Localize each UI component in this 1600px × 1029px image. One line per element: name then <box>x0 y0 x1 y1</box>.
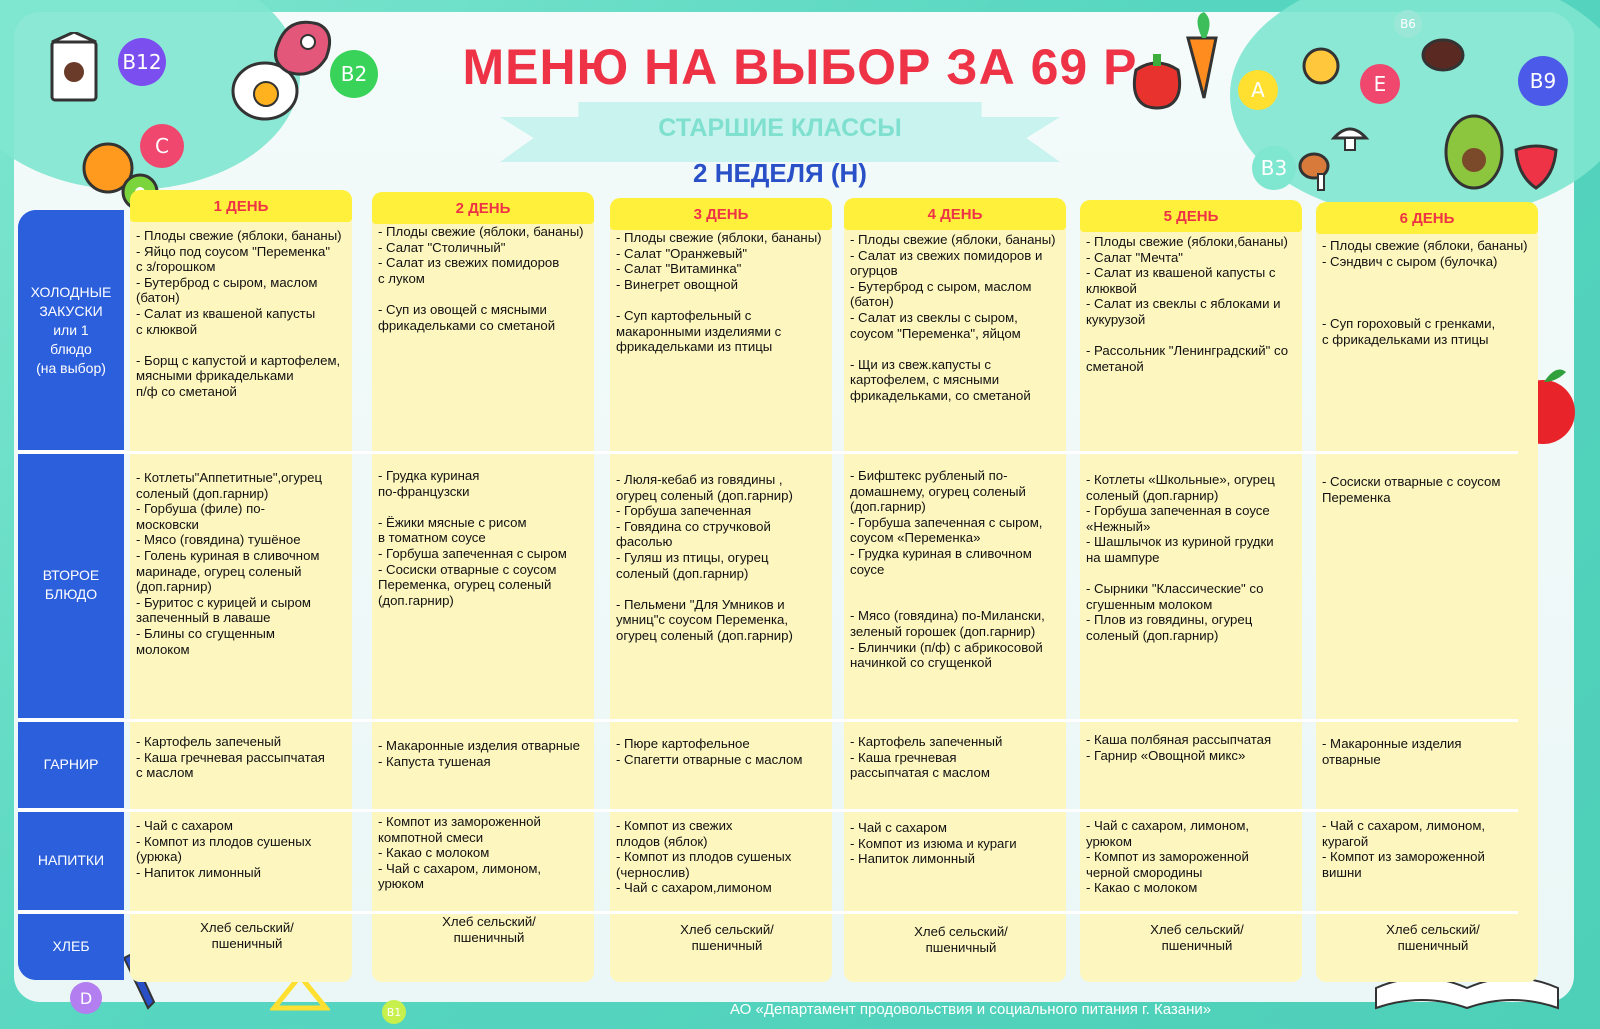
row-separator <box>18 719 1518 722</box>
week-label: 2 НЕДЕЛЯ (Н) <box>693 158 867 188</box>
menu-cell-side: - Пюре картофельное - Спагетти отварные с маслом <box>616 736 803 767</box>
strawberry-icon <box>1510 134 1562 192</box>
menu-cell-bread: Хлеб сельский/ пшеничный <box>914 924 1008 955</box>
vitamin-b1-badge: B1 <box>382 1000 406 1024</box>
vitamin-b9-badge: B9 <box>1518 56 1568 106</box>
menu-cell-cold: - Плоды свежие (яблоки,бананы) - Салат "Мечта" - Салат из квашеной капусты с клюквой - Салат из свеклы с яблоками и кукурузой - Рассольник "Ленинградский" со сметаной <box>1086 234 1289 374</box>
vitamin-e-badge: E <box>1360 64 1400 104</box>
day-header: 1 ДЕНЬ <box>130 190 352 222</box>
row-header-side: ГАРНИР <box>18 720 124 810</box>
avocado-icon <box>1440 108 1510 192</box>
menu-cell-bread: Хлеб сельский/ пшеничный <box>1150 922 1244 953</box>
row-header-drinks: НАПИТКИ <box>18 810 124 912</box>
vitamin-d-badge: D <box>70 982 102 1014</box>
row-header-main: ВТОРОЕ БЛЮДО <box>18 452 124 720</box>
menu-cell-drinks: - Чай с сахаром - Компот из плодов сушеных (урюка) - Напиток лимонный <box>136 818 312 880</box>
menu-cell-bread: Хлеб сельский/ пшеничный <box>442 914 536 945</box>
row-header-bread: ХЛЕБ <box>18 912 124 980</box>
vitamin-b6-badge: B6 <box>1394 10 1422 38</box>
day-header: 2 ДЕНЬ <box>372 192 594 224</box>
chicken-leg-icon <box>1296 150 1336 194</box>
steak-icon <box>268 14 338 84</box>
menu-cell-main: - Грудка куриная по-французски - Ёжики мясные с рисом в томатном соусе - Горбуша запеченная с сыром - Сосиски отварные с соусом Переменка, огурец соленый (доп.гарнир) <box>378 468 567 608</box>
menu-cell-main: - Сосиски отварные с соусом Переменка <box>1322 474 1501 505</box>
row-separator <box>18 451 1518 454</box>
menu-cell-side: - Макаронные изделия отварные - Капуста тушеная <box>378 738 580 769</box>
menu-cell-cold: - Плоды свежие (яблоки, бананы) - Сэндвич с сыром (булочка) - Суп гороховый с гренками, с фрикадельками из птицы <box>1322 238 1528 347</box>
row-header-cold: ХОЛОДНЫЕ ЗАКУСКИ или 1 блюдо (на выбор) <box>18 210 124 452</box>
menu-cell-bread: Хлеб сельский/ пшеничный <box>1386 922 1480 953</box>
menu-cell-side: - Каша полбяная рассыпчатая - Гарнир «Овощной микс» <box>1086 732 1272 763</box>
menu-cell-main: - Люля-кебаб из говядины , огурец соленый (доп.гарнир) - Горбуша запеченная - Говядина со стручковой фасолью - Гуляш из птицы, огурец соленый (доп.гарнир) - Пельмени "Для Умников и умниц"с соусом Переменка, огурец соленый (доп.гарнир) <box>616 472 793 643</box>
menu-cell-cold: - Плоды свежие (яблоки, бананы) - Салат "Столичный" - Салат из свежих помидоров с луком - Суп из овощей с мясными фрикадельками со сметаной <box>378 224 584 333</box>
menu-cell-cold: - Плоды свежие (яблоки, бананы) - Яйцо под соусом "Переменка" с з/горошком - Бутерброд с сыром, маслом (батон) - Салат из квашеной капусты с клюквой - Борщ с капустой и картофелем, мясными фрикадельками п/ф со сметаной <box>136 228 342 399</box>
menu-cell-main: - Котлеты"Аппетитные",огурец соленый (доп.гарнир) - Горбуша (филе) по- московски - Мясо (говядина) тушёное - Голень куриная в сливочном маринаде, огурец соленый (доп.гарнир) - Буритос с курицей и сыром запеченный в лаваше - Блины со сгущенным молоком <box>136 470 322 657</box>
carrot-icon <box>1174 10 1234 100</box>
menu-cell-cold: - Плоды свежие (яблоки, бананы) - Салат "Оранжевый" - Салат "Витаминка" - Винегрет овощной - Суп картофельный с макаронными изделиями с фрикадельками из птицы <box>616 230 822 355</box>
liver-icon <box>1418 30 1468 80</box>
menu-cell-cold: - Плоды свежие (яблоки, бананы) - Салат из свежих помидоров и огурцов - Бутерброд с сыром, маслом (батон) - Салат из свеклы с сыром, соусом "Переменка", яйцом - Щи из свеж.капусты с картофелем, с мясными фрикадельками, со сметаной <box>850 232 1056 403</box>
menu-cell-drinks: - Компот из свежих плодов (яблок) - Компот из плодов сушеных (чернослив) - Чай с сахаром,лимоном <box>616 818 792 896</box>
vitamin-b3-badge: B3 <box>1252 146 1296 190</box>
day-header: 5 ДЕНЬ <box>1080 200 1302 232</box>
vitamin-c-badge: C <box>140 124 184 168</box>
mushroom-icon <box>1330 120 1370 154</box>
menu-cell-drinks: - Чай с сахаром - Компот из изюма и кураги - Напиток лимонный <box>850 820 1017 867</box>
menu-cell-drinks: - Чай с сахаром, лимоном, курагой - Компот из замороженной вишни <box>1322 818 1486 880</box>
menu-cell-main: - Бифштекс рубленый по- домашнему, огурец соленый (доп.гарнир) - Горбуша запеченная с сыром, соусом «Переменка» - Грудка куриная в сливочном соусе - Мясо (говядина) по-Милански, зеленый горошек (доп.гарнир) - Блинчики (п/ф) с абрикосовой начинкой со сгущенкой <box>850 468 1045 671</box>
row-separator <box>18 809 1518 812</box>
menu-cell-main: - Котлеты «Школьные», огурец соленый (доп.гарнир) - Горбуша запеченная в соусе «Нежный» - Шашлычок из куриной грудки на шампуре - Сырники "Классические" со сгушенным молоком - Плов из говядины, огурец соленый (доп.гарнир) <box>1086 472 1275 643</box>
day-header: 6 ДЕНЬ <box>1316 202 1538 234</box>
page-subtitle: СТАРШИЕ КЛАССЫ <box>658 114 902 142</box>
footer-credit: АО «Департамент продовольствия и социального питания г. Казани» <box>730 1001 1212 1018</box>
menu-cell-side: - Картофель запеченный - Каша гречневая рассыпчатая с маслом <box>850 734 1003 781</box>
page-title: МЕНЮ НА ВЫБОР ЗА 69 Р <box>462 39 1138 95</box>
menu-cell-side: - Макаронные изделия отварные <box>1322 736 1462 767</box>
day-header: 4 ДЕНЬ <box>844 198 1066 230</box>
vitamin-a-badge: A <box>1238 70 1278 110</box>
milk-carton-icon <box>42 32 106 104</box>
oil-bottle-icon <box>1298 36 1344 86</box>
menu-cell-drinks: - Чай с сахаром, лимоном, урюком - Компот из замороженной черной смородины - Какао с молоком <box>1086 818 1250 896</box>
vitamin-b2-badge: B2 <box>330 50 378 98</box>
day-header: 3 ДЕНЬ <box>610 198 832 230</box>
vitamin-b12-badge: B12 <box>118 38 166 86</box>
menu-cell-bread: Хлеб сельский/ пшеничный <box>200 920 294 951</box>
menu-cell-drinks: - Компот из замороженной компотной смеси - Какао с молоком - Чай с сахаром, лимоном, урюком <box>378 814 542 892</box>
row-separator <box>18 911 1518 914</box>
menu-cell-bread: Хлеб сельский/ пшеничный <box>680 922 774 953</box>
menu-cell-side: - Картофель запеченый - Каша гречневая рассыпчатая с маслом <box>136 734 325 781</box>
